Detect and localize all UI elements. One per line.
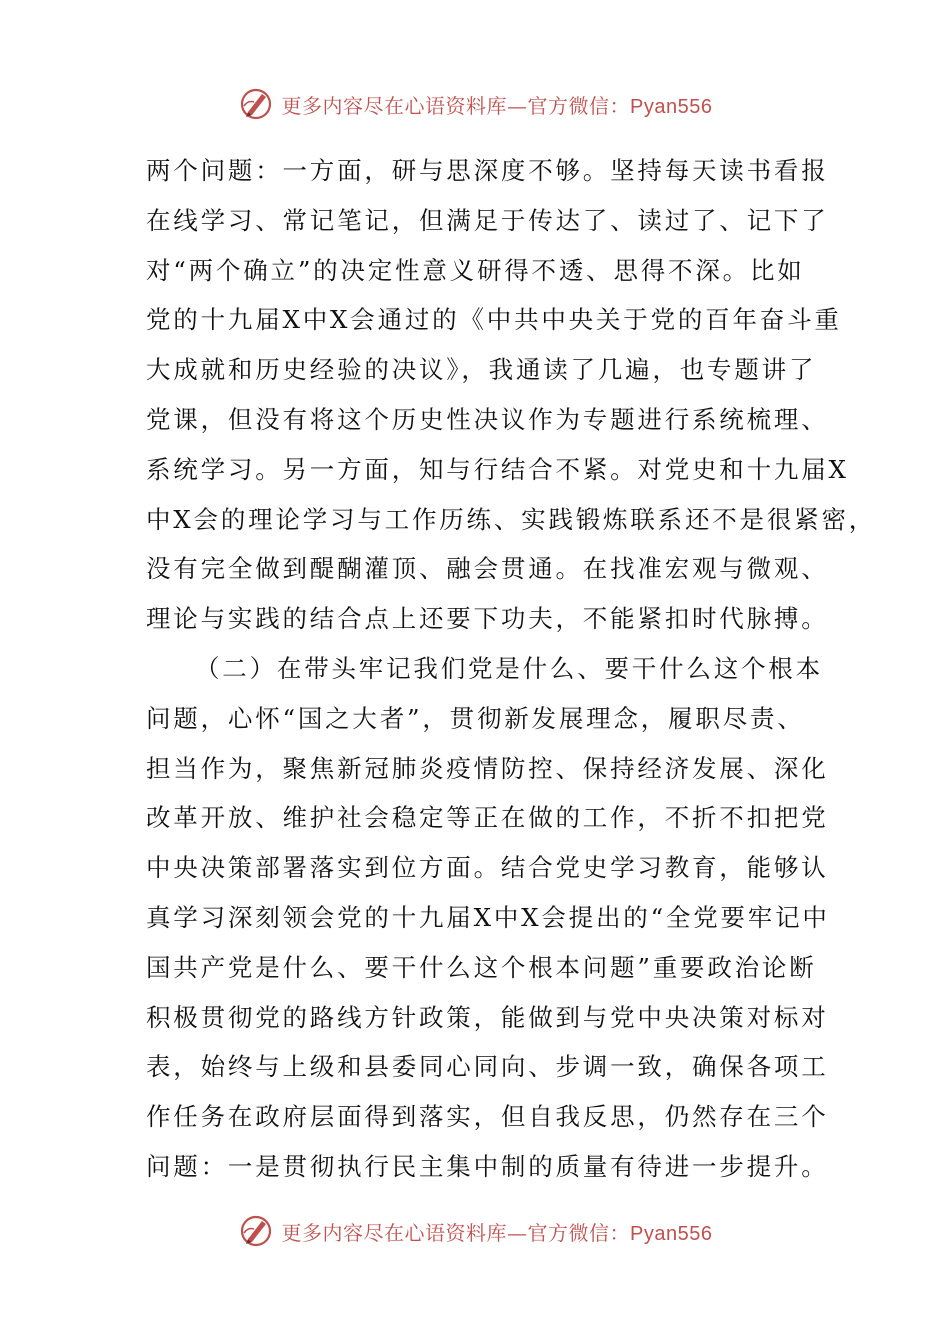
body-line: 作任务在政府层面得到落实，但自我反思，仍然存在三个 (146, 1102, 829, 1132)
body-line: 表，始终与上级和县委同心同向、步调一致，确保各项工 (146, 1052, 829, 1082)
document-body (146, 146, 877, 1192)
body-line: 党课，但没有将这个历史性决议作为专题进行系统梳理、 (146, 404, 829, 434)
body-line: 对“两个确立”的决定性意义研得不透、思得不深。比如 (146, 255, 805, 285)
body-line: 问题：一是贯彻执行民主集中制的质量有待进一步提升。 (146, 1151, 829, 1181)
body-line: 问题，心怀“国之大者”，贯彻新发展理念，履职尽责、 (146, 703, 805, 733)
pen-logo-icon (238, 1213, 274, 1249)
body-line: 系统学习。另一方面，知与行结合不紧。对党史和十九届X (146, 454, 849, 484)
body-line: 理论与实践的结合点上还要下功夫，不能紧扣时代脉搏。 (146, 604, 829, 634)
body-line: 改革开放、维护社会稳定等正在做的工作，不折不扣把党 (146, 803, 829, 833)
body-line: 党的十九届X中X会通过的《中共中央关于党的百年奋斗重 (146, 305, 842, 335)
wechat-id: Pyan556 (630, 95, 713, 118)
body-line: 两个问题：一方面，研与思深度不够。坚持每天读书看报 (146, 156, 829, 185)
watermark-banner-bottom (0, 1209, 950, 1253)
pen-logo-icon (238, 86, 274, 122)
body-line: 担当作为，聚焦新冠肺炎疫情防控、保持经济发展、深化 (146, 753, 829, 783)
body-line: 真学习深刻领会党的十九届X中X会提出的“全党要牢记中 (146, 902, 830, 932)
body-line: 中X会的理论学习与工作历练、实践锻炼联系还不是很紧密， (146, 504, 877, 534)
section-heading-line: （二）在带头牢记我们党是什么、要干什么这个根本 (195, 653, 823, 683)
watermark-text: 更多内容尽在心语资料库—官方微信：Pyan556 (281, 1220, 713, 1245)
body-line: 没有完全做到醍醐灌顶、融会贯通。在找准宏观与微观、 (146, 554, 829, 584)
body-line: 在线学习、常记笔记，但满足于传达了、读过了、记下了 (146, 205, 829, 235)
body-line: 中央决策部署落实到位方面。结合党史学习教育，能够认 (146, 853, 829, 883)
body-line: 国共产党是什么、要干什么这个根本问题”重要政治论断 (146, 952, 817, 982)
watermark-text: 更多内容尽在心语资料库—官方微信：Pyan556 (281, 93, 713, 118)
body-line: 大成就和历史经验的决议》，我通读了几遍，也专题讲了 (146, 355, 817, 385)
wechat-id: Pyan556 (630, 1222, 713, 1245)
watermark-banner-top (0, 82, 950, 126)
body-line: 积极贯彻党的路线方针政策，能做到与党中央决策对标对 (146, 1002, 829, 1032)
